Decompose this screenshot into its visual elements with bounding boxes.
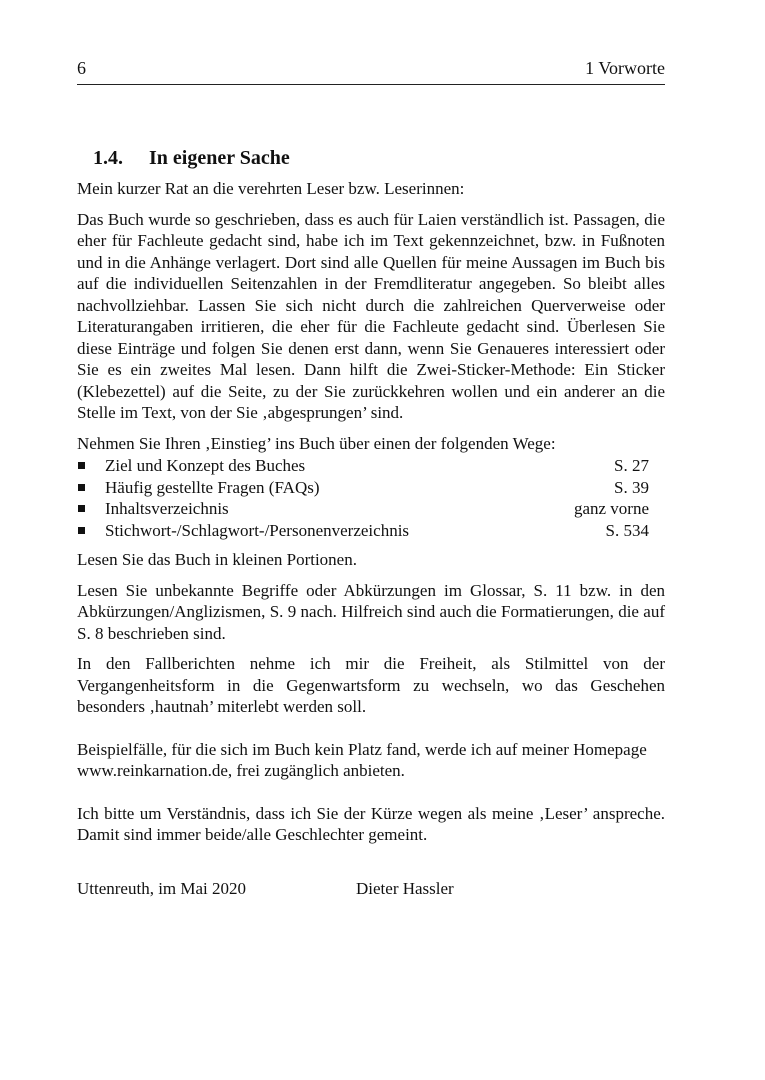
paragraph-readability: Das Buch wurde so geschrieben, dass es auch für Laien verständlich ist. Passagen, die eher für Fachleute gedacht sind, habe ich im Text gekennzeichnet, bzw. in Fußnoten und in die Anhänge verlagert. Dort sind alle Quellen für meine Aussagen im Buch bis auf die individuellen Seitenzahlen in der Fremdliteratur angegeben. So bleibt alles nachvollziehbar. Lassen Sie sich nicht durch die zahlreichen Querverweise oder Literaturangaben irritieren, die eher für die Fachleute gedacht sind. Überlesen Sie diese Einträge und folgen Sie denen erst dann, wenn Sie Genaueres interessiert oder Sie es ein zweites Mal lesen. Dann hilft die Zwei-Sticker-Methode: Ein Sticker (Klebezettel) auf die Seite, zu der Sie zurückkehren wollen und ein anderer an die Stelle im Text, von der Sie ‚abgesprungen’ sind.: [77, 209, 665, 422]
paragraph-portions: Lesen Sie das Buch in kleinen Portionen.: [77, 550, 357, 569]
list-item: [77, 498, 665, 520]
place-and-date: Uttenreuth, im Mai 2020: [77, 878, 247, 898]
list-item-label: Inhaltsverzeichnis: [105, 499, 229, 518]
bullet-icon: [78, 527, 85, 534]
page-number: 6: [77, 58, 86, 78]
list-item-label: Häufig gestellte Fragen (FAQs): [105, 477, 320, 497]
bullet-icon: [78, 462, 85, 469]
paragraph-intro: Mein kurzer Rat an die verehrten Leser bzw. Leserinnen:: [77, 179, 465, 198]
section-heading: [93, 146, 665, 170]
author-name: Dieter Hassler: [356, 878, 454, 898]
page-body: [77, 146, 665, 900]
list-item-page-ref: S. 39: [614, 477, 649, 497]
section-number: 1.4.: [93, 147, 123, 169]
list-item: [77, 455, 665, 477]
list-item-label: Ziel und Konzept des Buches: [105, 456, 306, 475]
entry-ways-list: [77, 455, 665, 541]
paragraph-case-reports: In den Fallberichten nehme ich mir die Freiheit, als Stilmittel von der Vergangenheitsform in die Gegenwartsform zu wechseln, wo das Geschehen besonders ‚hautnah’ miterlebt werden soll.: [77, 654, 665, 716]
paragraph-glossary: Lesen Sie unbekannte Begriffe oder Abkürzungen im Glossar, S. 11 bzw. in den Abkürzungen/Anglizismen, S. 9 nach. Hilfreich sind auch die Formatierungen, die auf S. 8 beschrieben sind.: [77, 580, 665, 643]
bullet-icon: [78, 505, 85, 512]
list-item-page-ref: S. 27: [614, 456, 649, 475]
list-item: [77, 520, 665, 542]
signature-line: [77, 878, 665, 900]
list-item-label: Stichwort-/Schlagwort-/Personenverzeichnis: [105, 520, 410, 540]
list-item-page-ref: ganz vorne: [573, 499, 649, 518]
chapter-title: 1 Vorworte: [585, 58, 665, 78]
running-header: [77, 58, 665, 85]
paragraph-entry-ways: Nehmen Sie Ihren ‚Einstieg’ ins Buch über einen der folgenden Wege:: [77, 433, 556, 453]
list-item-page-ref: S. 534: [605, 520, 649, 540]
section-title: In eigener Sache: [149, 147, 290, 169]
list-item: [77, 477, 665, 499]
bullet-icon: [78, 484, 85, 491]
paragraph-gender-note: Ich bitte um Verständnis, dass ich Sie der Kürze wegen als meine ‚Leser’ anspreche. Damit sind immer beide/alle Geschlechter gemeint.: [77, 803, 665, 844]
paragraph-homepage: Beispielfälle, für die sich im Buch kein Platz fand, werde ich auf meiner Homepage www.reinkarnation.de, frei zugänglich anbieten.: [77, 739, 647, 780]
